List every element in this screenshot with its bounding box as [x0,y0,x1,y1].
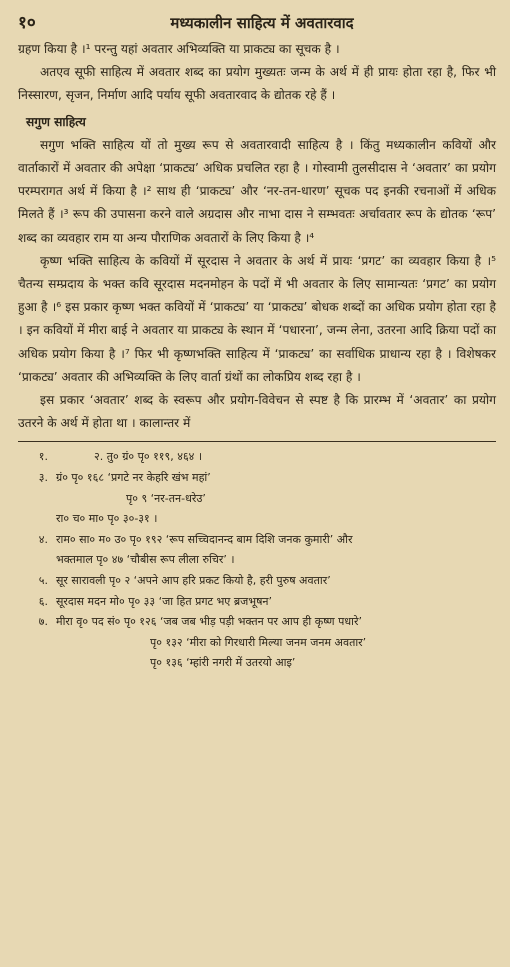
footnote-number: ३. [38,471,48,485]
footnote-text: ग्रं० पृ० १६८ ‘प्रगटे नर केहरि खंभ महां’ [56,471,211,485]
footnote-continuation: भक्तमाल पृ० ४७ ‘चौबीस रूप लीला रुचिर’ । [56,553,235,567]
footnotes [18,447,496,674]
footnote-text: राम० सा० म० उ० पृ० १९२ ‘रूप सच्चिदानन्द बाम दिशि जनक कुमारी’ और [56,532,353,546]
footnote-continuation: पृ० १३६ ‘म्हांरी नगरी में उतरयो आइ’ [150,656,296,670]
footnote-text: मीरा वृ० पद सं० पृ० १२६ ‘जब जब भीड़ पड़ी भक्तन पर आप ही कृष्ण पधारे’ [56,615,362,629]
paragraph: अतएव सूफी साहित्य में अवतार शब्द का प्रयोग मुख्यतः जन्म के अर्थ में ही प्रायः होता रहा है, फिर भी निस्सारण, सृजन, निर्माण आदि पर्याय सूफी अवतारवाद के द्योतक रहे हैं । [18,65,496,103]
page-header [18,10,496,38]
footnote [18,592,496,613]
paragraph: इस प्रकार ‘अवतार’ शब्द के स्वरूप और प्रयोग-विवेचन से स्पष्ट है कि प्रारम्भ में ‘अवतार’ का प्रयोग उतरने के अर्थ में होता था । कालान्तर में [18,393,496,431]
footnote-number: १. [38,450,48,464]
footnote-number: ४. [38,532,48,546]
footnote-continuation: पृ० १३२ ‘मीरा को गिरधारी मिल्या जनम जनम अवतार’ [150,635,367,649]
running-title: मध्यकालीन साहित्य में अवतारवाद [170,14,354,32]
footnote-text: २. तु० ग्रं० पृ० ११९, ४६४ । [94,450,203,464]
footnote-text: सूर सारावली पृ० २ ‘अपने आप हरि प्रकट कियो है, हरी पुरुष अवतार’ [56,574,331,588]
footnote-number: ६. [38,594,48,608]
footnote-continuation: पृ० ९ ‘नर-तन-धरेउ’ [126,491,206,505]
footnote-number: ७. [38,615,48,629]
footnote [18,447,496,468]
section-heading: सगुण साहित्य [26,114,86,129]
paragraph: ग्रहण किया है ।¹ परन्तु यहां अवतार अभिव्यक्ति या प्राकट्य का सूचक है । [18,42,340,56]
paragraph: कृष्ण भक्ति साहित्य के कवियों में सूरदास ने अवतार के अर्थ में प्रायः ‘प्रगट’ का व्यवहार किया है ।⁵ चैतन्य सम्प्रदाय के भक्त कवि सूरदास मदनमोहन के पदों में भी अवतार के लिए सामान्यतः ‘प्रगट’ का प्रयोग हुआ है ।⁶ इस प्रकार कृष्ण भक्त कवियों में ‘प्राकट्य’ या ‘प्राकट्य’ बोधक शब्दों का अधिक प्रयोग होता रहा है । इन कवियों में मीरा बाई ने अवतार या प्राकट्य के स्थान में ‘पधारना’, जन्म लेना, उतरना आदि क्रिया पदों का अधिक प्रयोग किया है ।⁷ फिर भी कृष्णभक्ति साहित्य में ‘प्राकट्य’ का सर्वाधिक प्राधान्य रहा है । विशेषकर ‘प्राकट्य’ अवतार की अभिव्यक्ति के लिए वार्ता ग्रंथों का लोकप्रिय शब्द रहा है । [18,253,496,384]
footnote [18,571,496,592]
paragraph: सगुण भक्ति साहित्य यों तो मुख्य रूप से अवतारवादी साहित्य है । किंतु मध्यकालीन कवियों और वार्ताकारों में अवतार की अपेक्षा ‘प्राकट्य’ अधिक प्रचलित रहा है । गोस्वामी तुलसीदास ने ‘अवतार’ का प्रयोग परम्परागत अर्थ में किया है ।² साथ ही ‘प्राकट्य’ और ‘नर-तन-धारण’ सूचक पद इनकी रचनाओं में अधिक मिलते हैं ।³ रूप की उपासना करने वाले अग्रदास और नाभा दास ने सम्भवतः अर्चावतार रूप के द्योतक ‘रूप’ शब्द का व्यवहार राम या अन्य पौराणिक अवतारों के लिए किया है ।⁴ [18,137,496,245]
body-text [18,38,496,435]
footnote-number: ५. [38,574,48,588]
footnote [18,612,496,633]
footnote [18,468,496,489]
footnote-divider [18,441,496,442]
footnote-continuation: रा० च० मा० पृ० ३०-३१ । [56,512,158,526]
footnote [18,530,496,551]
page-number: १० [18,13,36,33]
footnote-text: सूरदास मदन मो० पृ० ३३ ‘जा हित प्रगट भए ब्रजभूषन’ [56,594,273,608]
